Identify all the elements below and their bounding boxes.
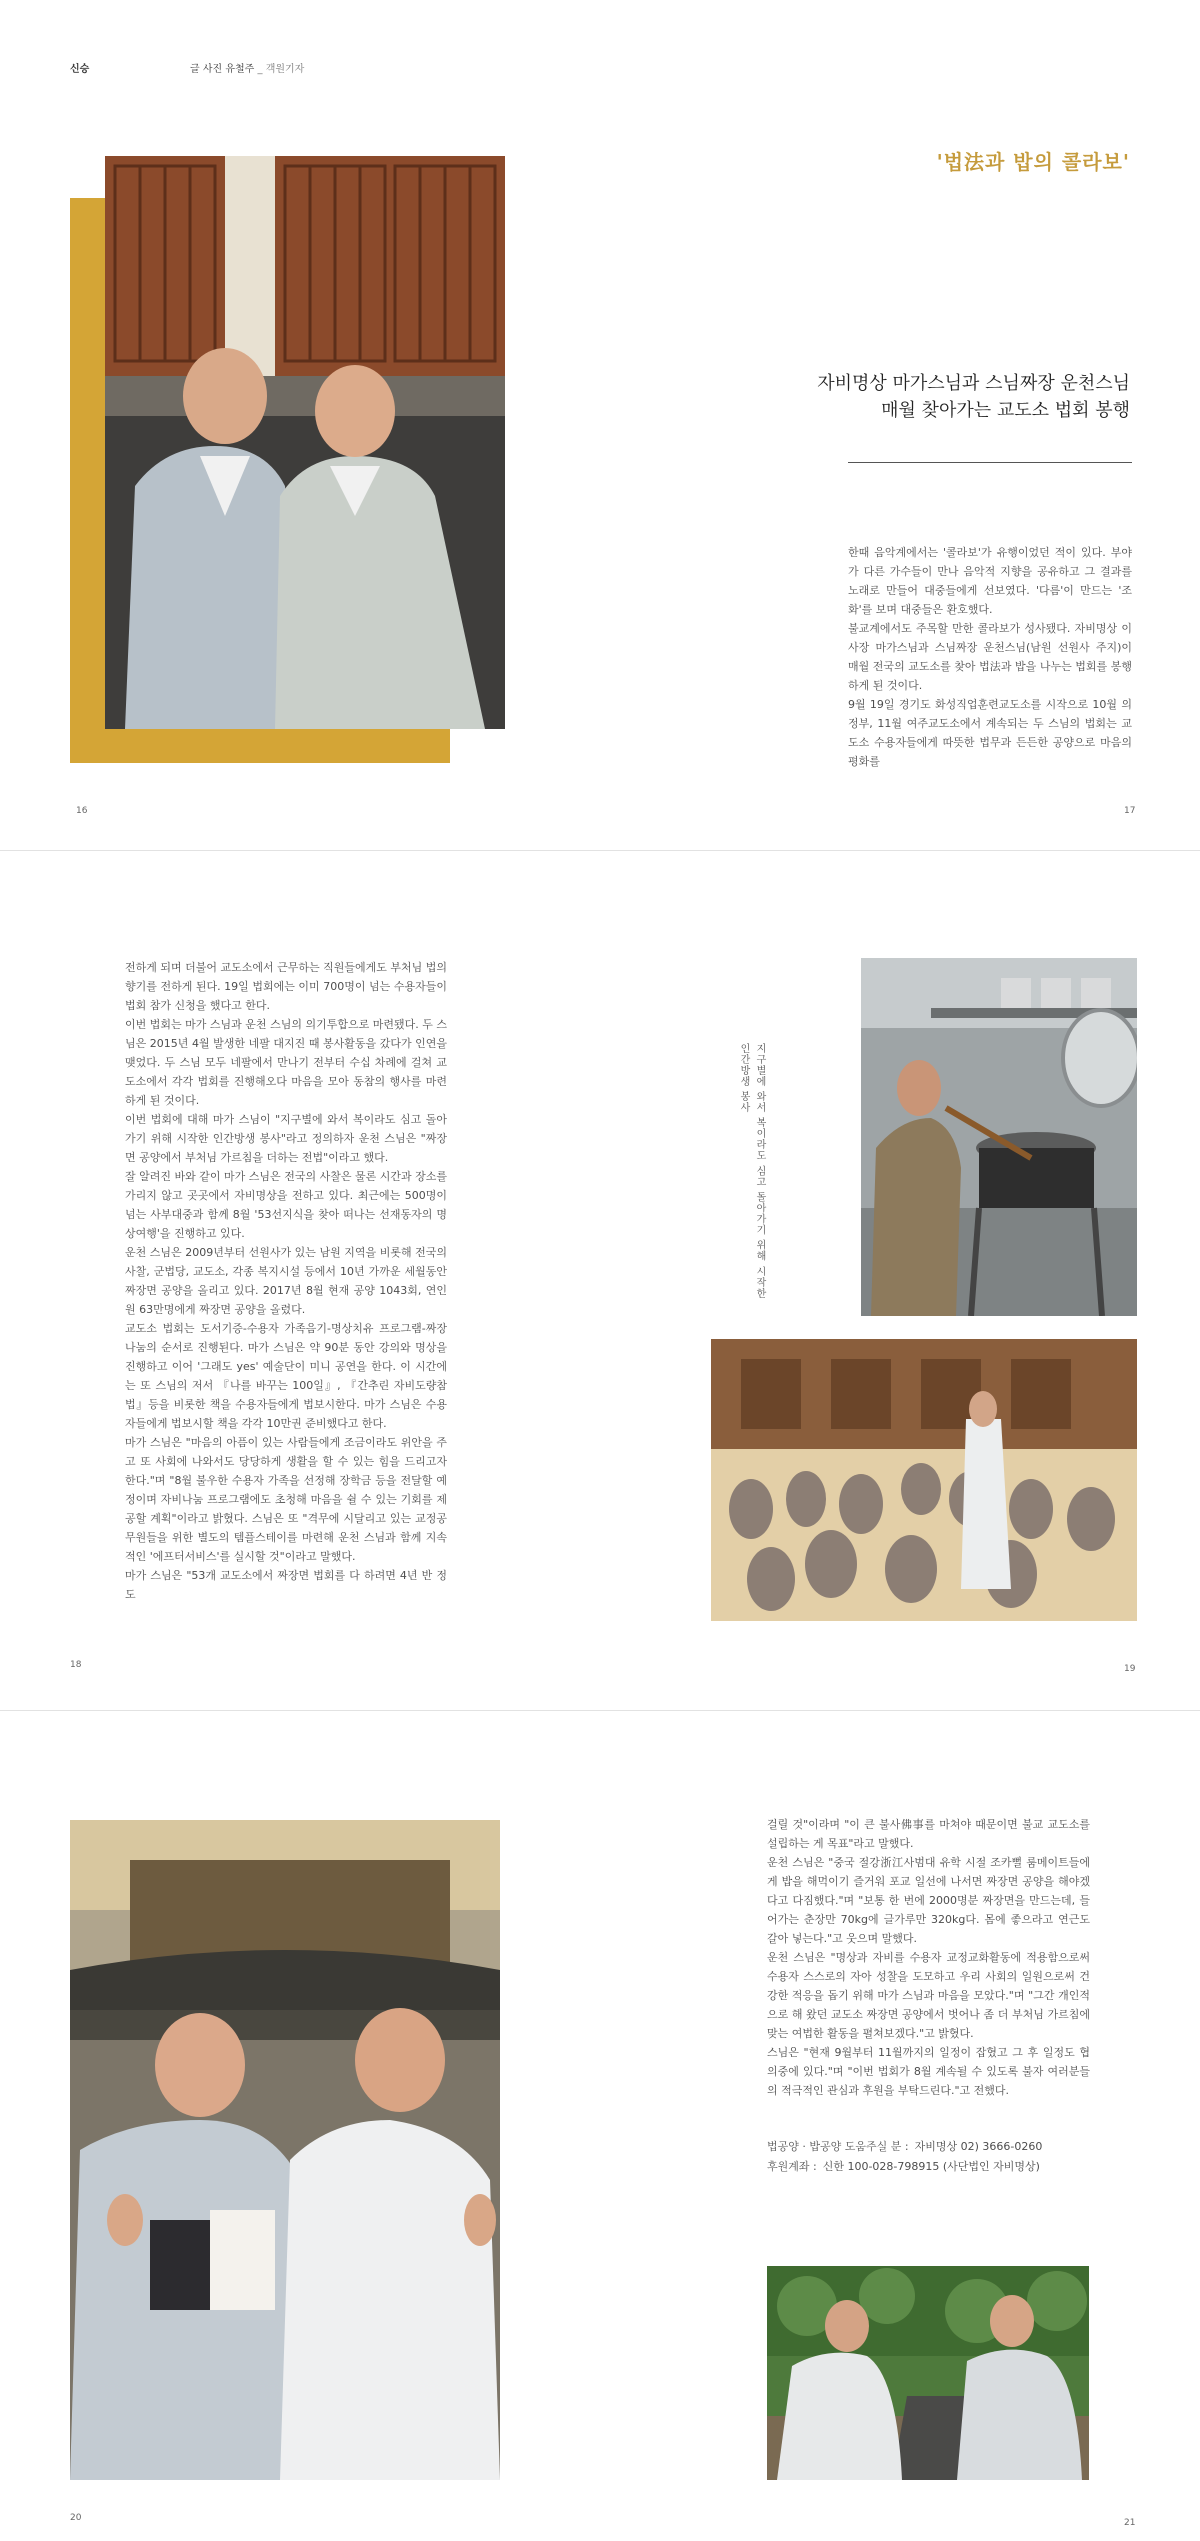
photo-dharma-gathering <box>711 1339 1137 1621</box>
photo-caption-vertical <box>735 1043 767 1303</box>
paragraph: 운천 스님은 2009년부터 선원사가 있는 남원 지역을 비롯해 전국의 사찰, 군법당, 교도소, 각종 복지시설 등에서 10년 가까운 세월동안 짜장면 공양을 올리고 있다. 2017년 8월 현재 공양 1043회, 연인원 63만명에게 짜장면 공양을 올렸다. <box>125 1246 447 1316</box>
account-row <box>767 2157 1127 2177</box>
photo-monks-thumbs-up <box>70 1820 500 2480</box>
article-body-p17 <box>848 543 1132 771</box>
article-body-p18 <box>125 958 447 1604</box>
byline <box>190 60 304 75</box>
page-number-19: 19 <box>1124 1664 1136 1674</box>
paragraph: 한때 음악계에서는 '콜라보'가 유행이었던 적이 있다. 부야가 다른 가수들이 만나 음악적 지향을 공유하고 그 결과를 노래로 만들어 대중들에게 선보였다. '다름'이 만드는 '조화'를 보며 대중들은 환호했다. <box>848 546 1132 616</box>
spread-divider <box>0 850 1200 851</box>
photo-monk-cooking <box>861 958 1137 1316</box>
article-headline <box>770 370 1130 424</box>
headline-rule <box>848 462 1132 463</box>
article-body-p21 <box>767 1815 1090 2100</box>
paragraph: 마가 스님은 "마음의 아픔이 있는 사람들에게 조금이라도 위안을 주고 또 사회에 나와서도 당당하게 생활을 할 수 있는 힘을 드리고자 한다."며 "8월 불우한 수용자 가족을 선정해 장학금 등을 전달할 예정이며 자비나눔 프로그램에도 초청해 마음을 쉴 수 있는 기회를 제공할 계획"이라고 밝혔다. 스님은 또 "격무에 시달리고 있는 교정공무원들을 위한 별도의 템플스테이를 마련해 운천 스님과 함께 지속적인 '에프터서비스'를 실시할 것"이라고 말했다. <box>125 1436 447 1563</box>
spread-divider <box>0 1710 1200 1711</box>
photo-monks-stone-table <box>767 2266 1089 2480</box>
paragraph: 마가 스님은 "53개 교도소에서 짜장면 법회를 다 하려면 4년 반 정도 <box>125 1569 447 1601</box>
byline-author: 글 사진 유철주 <box>190 64 255 75</box>
paragraph: 잘 알려진 바와 같이 마가 스님은 전국의 사찰은 물론 시간과 장소를 가리지 않고 곳곳에서 자비명상을 전하고 있다. 최근에는 500명이 넘는 사부대중과 함께 8월 '53선지식을 찾아 떠나는 선재동자의 명상여행'을 진행하고 있다. <box>125 1170 447 1240</box>
caption-line-2: 시작한 인간방생 봉사 <box>738 1043 765 1300</box>
account-label: 후원계좌 : <box>767 2160 817 2173</box>
paragraph: 운천 스님은 "중국 절강浙江사범대 유학 시절 조카뻘 룸메이트들에게 밥을 해먹이기 즐거워 포교 일선에 나서면 짜장면 공양을 해야겠다고 다짐했다."며 "보통 한 번에 2000명분 짜장면을 만드는데, 들어가는 춘장만 70kg에 글가루만 320kg다. 몸에 좋으라고 연근도 갈아 넣는다."고 웃으며 말했다. <box>767 1856 1090 1945</box>
page-number-17: 17 <box>1124 806 1136 816</box>
paragraph: 전하게 되며 더불어 교도소에서 근무하는 직원들에게도 부처님 법의 향기를 전하게 된다. 19일 법회에는 이미 700명이 넘는 수용자들이 법회 참가 신청을 했다고 한다. <box>125 961 448 1012</box>
account-number: 신한 100-028-798915 (사단법인 자비명상) <box>822 2160 1040 2173</box>
paragraph: 9월 19일 경기도 화성직업훈련교도소를 시작으로 10월 의정부, 11월 여주교도소에서 계속되는 두 스님의 법회는 교도소 수용자들에게 따뜻한 법무과 든든한 공양으로 마음의 평화를 <box>848 698 1132 768</box>
donation-phone: 자비명상 02) 3666-0260 <box>914 2140 1043 2153</box>
headline-line-1: 자비명상 마가스님과 스님짜장 운천스님 <box>817 373 1130 394</box>
section-label: 신승 <box>70 64 90 75</box>
donation-info <box>767 2137 1127 2177</box>
donation-label: 법공양 · 밥공양 도움주실 분 : <box>767 2140 909 2153</box>
page-number-18: 18 <box>70 1660 82 1670</box>
donation-row <box>767 2137 1127 2157</box>
page-number-16: 16 <box>76 806 88 816</box>
photo-two-monks-hanok <box>105 156 505 729</box>
paragraph: 스님은 "현재 9월부터 11월까지의 일정이 잡혔고 그 후 일정도 협의중에 있다."며 "이번 법회가 8월 계속될 수 있도록 불자 여러분들의 적극적인 관심과 후원을 부탁드린다."고 전했다. <box>767 2046 1090 2097</box>
caption-line-1: 지구별에 와서 복이라도 심고 돌아가기 위해 <box>754 1043 765 1262</box>
paragraph: 운천 스님은 "명상과 자비를 수용자 교정교화활동에 적용함으로써 수용자 스스로의 자아 성찰을 도모하고 우리 사회의 일원으로써 건강한 적응을 돕기 위해 마가 스님과 마음을 모았다."며 "그간 개인적으로 해 왔던 교도소 짜장면 공양에서 벗어나 좀 더 부처님 가르침에 맞는 여법한 활동을 펼쳐보겠다."고 밝혔다. <box>767 1951 1090 2040</box>
paragraph: 걸릴 것"이라며 "이 큰 불사佛事를 마쳐야 때문이면 불교 교도소를 설립하는 게 목표"라고 말했다. <box>767 1818 1090 1850</box>
byline-role: _ 객원기자 <box>257 64 305 75</box>
paragraph: 이번 법회에 대해 마가 스님이 "지구별에 와서 복이라도 심고 돌아가기 위해 시작한 인간방생 봉사"라고 정의하자 운천 스님은 "짜장면 공양에서 부처님 가르침을 더하는 전법"이라고 했다. <box>125 1113 447 1164</box>
page-number-20: 20 <box>70 2513 82 2523</box>
page-number-21: 21 <box>1124 2518 1136 2528</box>
article-kicker: '법法과 밥의 콜라보' <box>936 150 1130 174</box>
paragraph: 교도소 법회는 도서기증-수용자 가족음기-명상치유 프로그램-짜장 나눔의 순서로 진행된다. 마가 스님은 약 90분 동안 강의와 명상을 진행하고 이어 '그래도 yes' 예술단이 미니 공연을 한다. 이 시간에는 또 스님의 저서 『나를 바꾸는 100일』, 『간추린 자비도량참법』등을 비롯한 책을 수용자들에게 법보시한다. 마가 스님은 수용자들에게 법보시할 책을 각각 10만권 준비했다고 한다. <box>125 1322 447 1430</box>
paragraph: 이번 법회는 마가 스님과 운천 스님의 의기투합으로 마련됐다. 두 스님은 2015년 4월 발생한 네팔 대지진 때 봉사활동을 갔다가 인연을 맺었다. 두 스님 모두 네팔에서 만나기 전부터 수십 차례에 걸쳐 교도소에서 각각 법회를 진행해오다 마음을 모아 동참의 행사를 마련하게 된 것이다. <box>125 1018 447 1107</box>
headline-line-2: 매월 찾아가는 교도소 법회 봉행 <box>881 400 1130 421</box>
paragraph: 불교계에서도 주목할 만한 콜라보가 성사됐다. 자비명상 이사장 마가스님과 스님짜장 운천스님(남원 선원사 주지)이 매월 전국의 교도소를 찾아 법法과 밥을 나누는 법회를 봉행하게 된 것이다. <box>848 622 1132 692</box>
